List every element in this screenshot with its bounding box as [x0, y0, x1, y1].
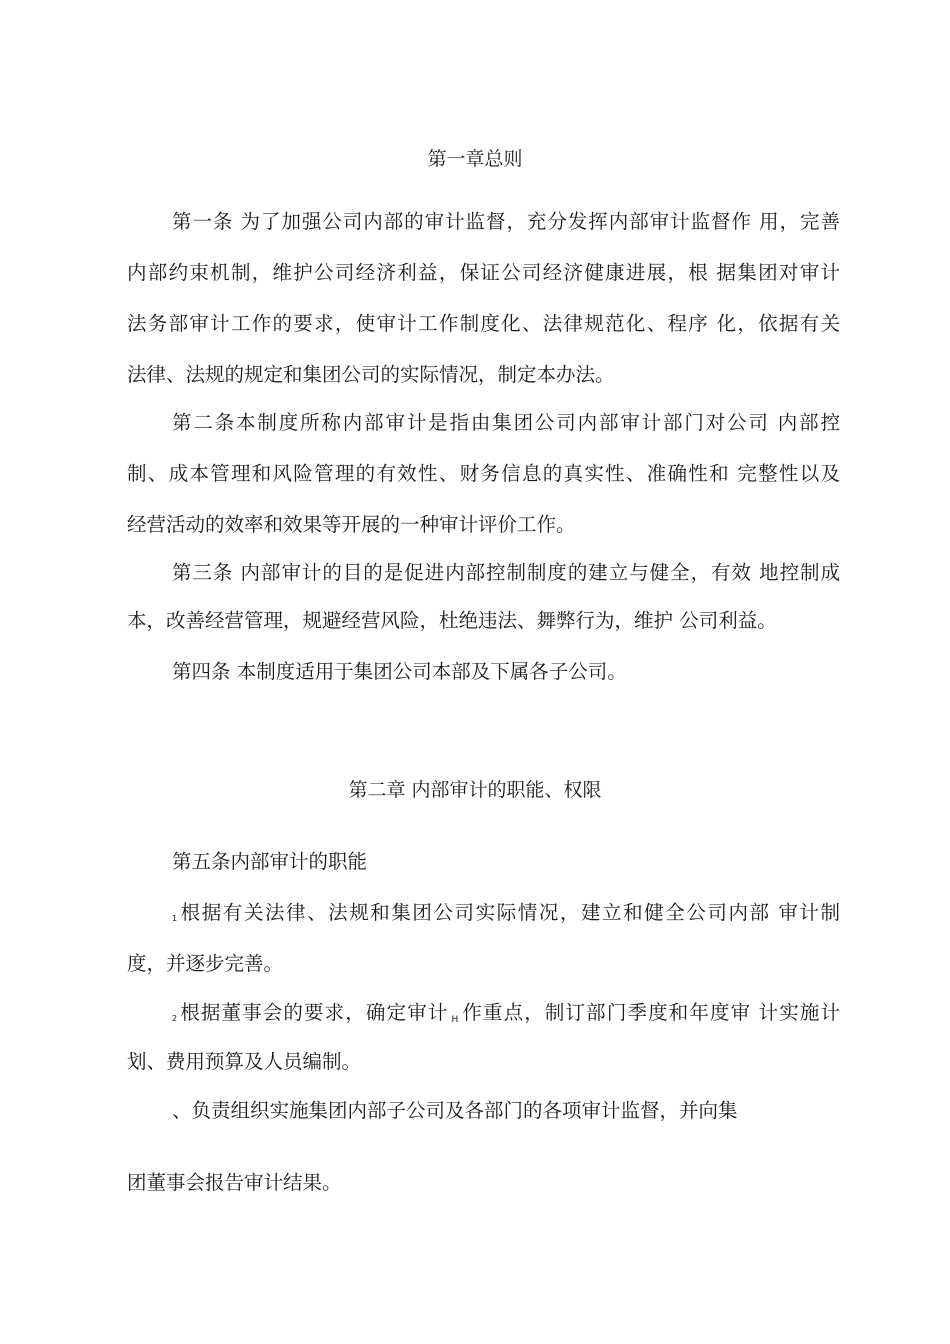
article-1-line-2: 内部约束机制，维护公司经济利益，保证公司经济健康进展，根 据集团对审计	[127, 261, 840, 284]
duty-1-number: 1	[172, 914, 178, 923]
article-4-line-1: 第四条 本制度适用于集团公司本部及下属各子公司。	[172, 660, 627, 683]
article-1-line-4: 法律、法规的规定和集团公司的实际情况，制定本办法。	[127, 363, 615, 386]
article-2-line-3: 经营活动的效率和效果等开展的一种审计评价工作。	[127, 513, 576, 536]
chapter-1-title: 第一章总则	[427, 148, 523, 170]
duty-1-line-1	[172, 900, 840, 932]
article-1-line-1: 第一条 为了加强公司内部的审计监督，充分发挥内部审计监督作 用，完善	[172, 210, 840, 233]
duty-2-line-1	[172, 1000, 840, 1033]
duty-2-mark: H	[451, 1015, 459, 1025]
duty-1-text: 根据有关法律、法规和集团公司实际情况，建立和健全公司内部 审计制	[179, 901, 840, 924]
duty-2-number: 2	[172, 1014, 178, 1023]
article-2-line-2: 制、成本管理和风险管理的有效性、财务信息的真实性、准确性和 完整性以及	[127, 462, 840, 485]
duty-3-line-1: 、负责组织实施集团内部子公司及各部门的各项审计监督，并向集	[172, 1099, 738, 1122]
duty-3-line-2: 团董事会报告审计结果。	[127, 1171, 342, 1194]
article-3-line-1: 第三条 内部审计的目的是促进内部控制制度的建立与健全，有效 地控制成	[172, 561, 840, 584]
chapter-2-title: 第二章 内部审计的职能、权限	[348, 779, 602, 801]
article-1-line-3: 法务部审计工作的要求，使审计工作制度化、法律规范化、程序 化，依据有关	[127, 312, 840, 335]
duty-1-line-2: 度，并逐步完善。	[127, 952, 284, 975]
article-3-line-2: 本，改善经营管理，规避经营风险，杜绝违法、舞弊行为，维护 公司利益。	[127, 609, 777, 632]
duty-2-line-2: 划、费用预算及人员编制。	[127, 1050, 362, 1073]
duty-2-text-b: 作重点，制订部门季度和年度审 计实施计	[461, 1001, 840, 1024]
article-5-title: 第五条内部审计的职能	[172, 850, 368, 873]
duty-2-text-a: 根据董事会的要求，确定审计	[179, 1001, 449, 1024]
article-2-line-1: 第二条本制度所称内部审计是指由集团公司内部审计部门对公司 内部控	[172, 411, 840, 434]
